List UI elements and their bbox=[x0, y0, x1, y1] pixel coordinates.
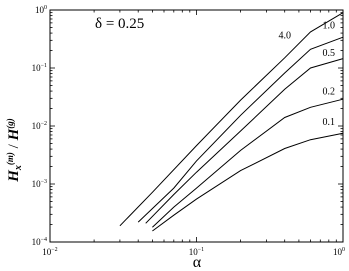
y-tick-label: $10^{-2}$ bbox=[31, 121, 47, 131]
x-tick-label: $10^{-2}$ bbox=[42, 247, 58, 257]
y-axis-label bbox=[5, 118, 24, 183]
series-label-0.2: 0.2 bbox=[322, 86, 336, 98]
y-label-sup2: (g) bbox=[4, 118, 15, 129]
plot-area bbox=[32, 5, 345, 257]
y-tick-label: $10^{-4}$ bbox=[31, 237, 47, 247]
y-tick-label: $10^{-3}$ bbox=[31, 179, 47, 189]
y-label-h2: H bbox=[6, 128, 22, 141]
y-label-sub: x bbox=[12, 165, 24, 171]
x-axis-label: α bbox=[192, 254, 202, 271]
y-tick-label: $10^{-1}$ bbox=[31, 63, 47, 73]
series-label-1.0: 1.0 bbox=[322, 20, 336, 32]
x-tick-label: $10^{-1}$ bbox=[188, 247, 205, 257]
series-line-0.5 bbox=[146, 59, 343, 224]
y-label-slash: / bbox=[6, 140, 22, 153]
series-line-0.2 bbox=[152, 99, 343, 227]
y-tick-label: $10^0$ bbox=[35, 5, 47, 15]
series-line-1.0 bbox=[138, 37, 343, 222]
series-line-4.0 bbox=[120, 13, 343, 226]
annotation-delta: δ = 0.25 bbox=[95, 16, 145, 32]
x-tick-label: $10^0$ bbox=[333, 247, 345, 257]
plot-frame bbox=[50, 10, 343, 242]
y-label-h1: H bbox=[6, 170, 22, 182]
y-label-sup1: (m) bbox=[4, 152, 15, 166]
series-label-4.0: 4.0 bbox=[278, 30, 291, 42]
series-label-0.1: 0.1 bbox=[322, 116, 336, 128]
series-label-0.5: 0.5 bbox=[322, 48, 336, 60]
series-line-0.1 bbox=[152, 133, 343, 231]
